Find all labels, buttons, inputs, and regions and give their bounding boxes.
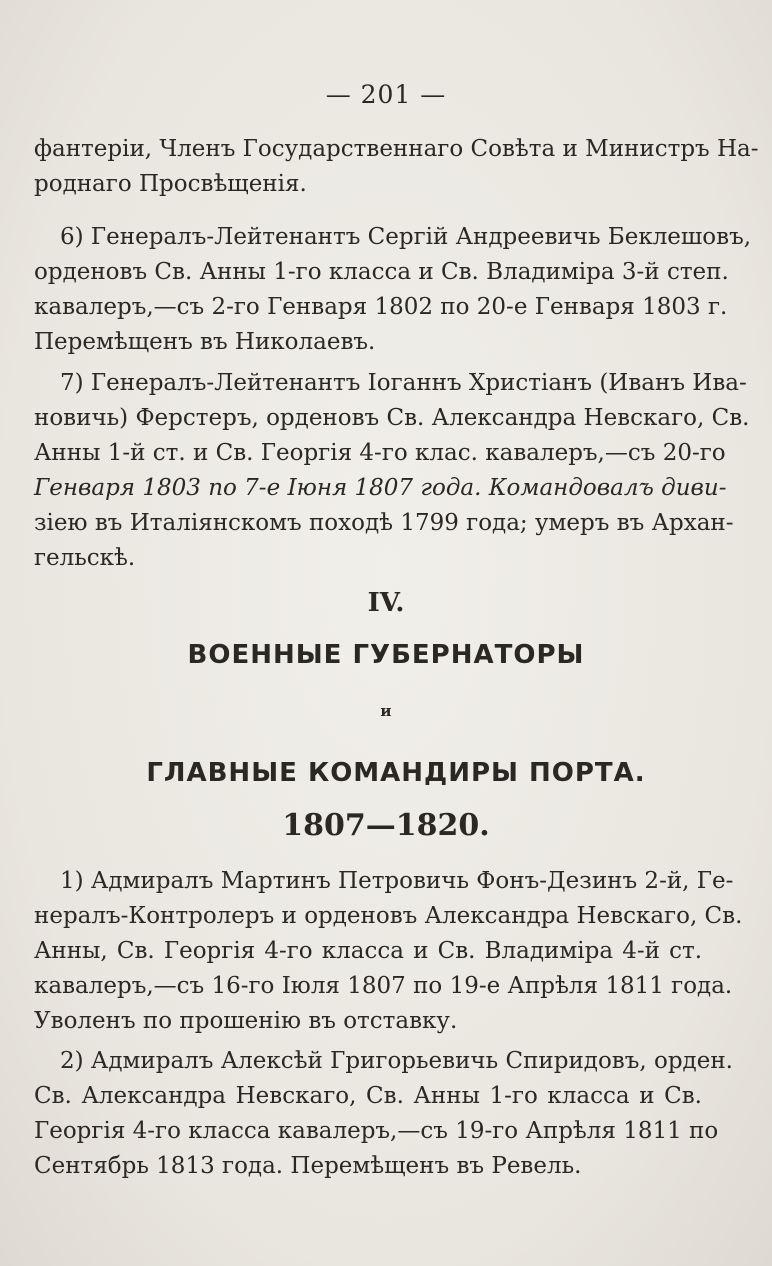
section-title-conjunction: и <box>380 702 392 720</box>
section-title-military-governors: ВОЕННЫЕ ГУБЕРНАТОРЫ <box>187 640 585 670</box>
text-line: кавалеръ,—съ 16-го Іюля 1807 по 19-е Апрѣля 1811 года. <box>34 973 733 999</box>
text-line: гельскѣ. <box>34 545 136 571</box>
paragraph-entry-1 <box>34 864 743 1039</box>
paragraph-entry-7 <box>34 366 750 576</box>
section-title-chief-commanders: ГЛАВНЫЕ КОМАНДИРЫ ПОРТА. <box>146 758 646 788</box>
paragraph-continuation <box>34 132 759 202</box>
text-line: 7) Генералъ-Лейтенантъ Іоганнъ Христіанъ (Иванъ Ива- <box>60 370 747 396</box>
paragraph-entry-2 <box>34 1044 733 1184</box>
text-line: 6) Генералъ-Лейтенантъ Сергій Андреевичь Беклешовъ, <box>60 224 752 250</box>
text-line: Св. Александра Невскаго, Св. Анны 1-го класса и Св. <box>34 1083 702 1109</box>
text-line: Георгія 4-го класса кавалеръ,—съ 19-го Апрѣля 1811 по <box>34 1118 719 1144</box>
text-line: Сентябрь 1813 года. Перемѣщенъ въ Ревель. <box>34 1153 582 1179</box>
page-number: — 201 — <box>325 80 447 109</box>
text-line: 1) Адмиралъ Мартинъ Петровичь Фонъ-Дезинъ 2-й, Ге- <box>60 868 734 894</box>
text-line: Уволенъ по прошенію въ отставку. <box>34 1008 458 1034</box>
section-number: IV. <box>367 588 405 618</box>
text-line: Анны, Св. Георгія 4-го класса и Св. Владиміра 4-й ст. <box>34 938 702 964</box>
text-line: Генваря 1803 по 7-е Іюня 1807 года. Командовалъ диви- <box>34 475 727 501</box>
text-line: кавалеръ,—съ 2-го Генваря 1802 по 20-е Генваря 1803 г. <box>34 294 728 320</box>
text-line: новичь) Ферстеръ, орденовъ Св. Александра Невскаго, Св. <box>34 405 750 431</box>
text-line: зіею въ Италіянскомъ походѣ 1799 года; умеръ въ Архан- <box>34 510 734 536</box>
section-years: 1807—1820. <box>282 808 490 843</box>
text-line: Анны 1-й ст. и Св. Георгія 4-го клас. кавалеръ,—съ 20-го <box>34 440 726 466</box>
text-line: фантеріи, Членъ Государственнаго Совѣта и Министръ На- <box>34 136 759 162</box>
paragraph-entry-6 <box>34 220 752 360</box>
text-line: орденовъ Св. Анны 1-го класса и Св. Владиміра 3-й степ. <box>34 259 729 285</box>
text-line: 2) Адмиралъ Алексѣй Григорьевичь Спиридовъ, орден. <box>60 1048 733 1074</box>
text-line: нералъ-Контролеръ и орденовъ Александра Невскаго, Св. <box>34 903 743 929</box>
text-line: Перемѣщенъ въ Николаевъ. <box>34 329 376 355</box>
text-line: роднаго Просвѣщенія. <box>34 171 307 197</box>
